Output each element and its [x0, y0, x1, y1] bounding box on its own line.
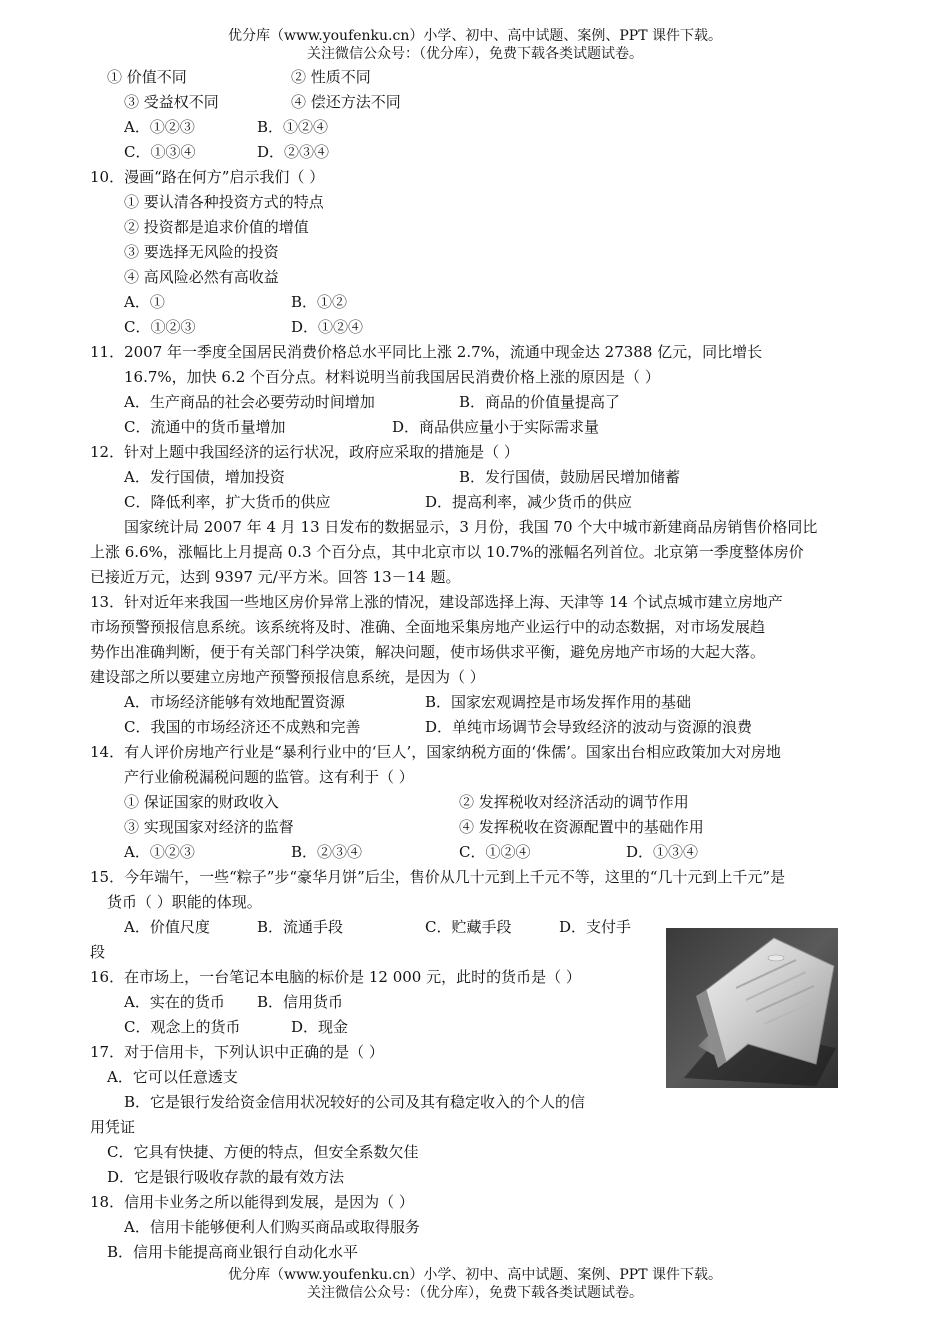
q11-stem-line-1: 11．2007 年一季度全国居民消费价格总水平同比上涨 2.7%，流通中现金达 27388 亿元，同比增长	[90, 343, 763, 361]
q10-option-2: ② 投资都是追求价值的增值	[124, 218, 309, 236]
q16-choice-b: B．信用货币	[257, 993, 344, 1011]
q14-choice-d: D．①③④	[626, 843, 699, 861]
q14-option-1: ① 保证国家的财政收入	[124, 793, 279, 811]
q17-choice-b-line-1: B．它是银行发给资金信用状况较好的公司及其有稳定收入的个人的信	[124, 1093, 586, 1111]
q11-choice-a: A．生产商品的社会必要劳动时间增加	[124, 393, 375, 411]
q12-choice-d: D．提高利率，减少货币的供应	[425, 493, 633, 511]
q15-choice-b: B．流通手段	[257, 918, 344, 936]
q14-option-3: ③ 实现国家对经济的监督	[124, 818, 294, 836]
q10-choice-b: B．①②	[291, 293, 348, 311]
q10-choice-a: A．①	[124, 293, 165, 311]
q16-choice-d: D．现金	[291, 1018, 349, 1036]
q18-choice-b: B．信用卡能提高商业银行自动化水平	[107, 1243, 359, 1261]
q15-stem-line-1: 15．今年端午，一些“粽子”步“豪华月饼”后尘，售价从几十元到上千元不等，这里的“几十元到上千元”是	[90, 868, 786, 886]
footer-line-1: 优分库（www.youfenku.cn）小学、初中、高中试题、案例、PPT 课件下载。	[227, 1267, 722, 1283]
q9-option-3: ③ 受益权不同	[124, 93, 219, 111]
q13-choice-b: B．国家宏观调控是市场发挥作用的基础	[425, 693, 692, 711]
q16-choice-c: C．观念上的货币	[124, 1018, 241, 1036]
q14-stem-line-2: 产行业偷税漏税问题的监管。这有利于（ ）	[124, 768, 414, 786]
q14-stem-line-1: 14．有人评价房地产行业是“暴利行业中的‘巨人’，国家纳税方面的‘侏儒’。国家出台相应政策加大对房地	[90, 743, 781, 761]
q14-choice-a: A．①②③	[124, 843, 195, 861]
q12-choice-a: A．发行国债，增加投资	[124, 468, 285, 486]
material-line-3: 已接近万元，达到 9397 元/平方米。回答 13－14 题。	[90, 568, 461, 586]
q9-option-4: ④ 偿还方法不同	[291, 93, 401, 111]
q10-stem: 10．漫画“路在何方”启示我们（ ）	[90, 168, 325, 186]
q10-option-1: ① 要认清各种投资方式的特点	[124, 193, 324, 211]
material-line-1: 国家统计局 2007 年 4 月 13 日发布的数据显示，3 月份，我国 70 个大中城市新建商品房销售价格同比	[124, 518, 818, 536]
q15-stem-line-2: 货币（ ）职能的体现。	[107, 893, 262, 911]
q12-stem: 12．针对上题中我国经济的运行状况，政府应采取的措施是（ ）	[90, 443, 519, 461]
q13-choice-a: A．市场经济能够有效地配置资源	[124, 693, 345, 711]
q17-choice-c: C．它具有快捷、方便的特点，但安全系数欠佳	[107, 1143, 419, 1161]
q17-choice-a: A．它可以任意透支	[107, 1068, 238, 1086]
q11-stem-line-2: 16.7%，加快 6.2 个百分点。材料说明当前我国居民消费价格上涨的原因是（ ）	[124, 368, 660, 386]
q11-choice-c: C．流通中的货币量增加	[124, 418, 286, 436]
q13-choice-c: C．我国的市场经济还不成熟和完善	[124, 718, 361, 736]
q17-stem: 17．对于信用卡，下列认识中正确的是（ ）	[90, 1043, 384, 1061]
q10-choice-d: D．①②④	[291, 318, 364, 336]
q18-choice-a: A．信用卡能够便利人们购买商品或取得服务	[124, 1218, 420, 1236]
q13-stem-line-1: 13．针对近年来我国一些地区房价异常上涨的情况，建设部选择上海、天津等 14 个试点城市建立房地产	[90, 593, 783, 611]
q9-choice-c: C．①③④	[124, 143, 196, 161]
q10-option-3: ③ 要选择无风险的投资	[124, 243, 279, 261]
q9-choice-d: D．②③④	[257, 143, 330, 161]
q14-choice-b: B．②③④	[291, 843, 363, 861]
q10-choice-c: C．①②③	[124, 318, 196, 336]
q12-choice-c: C．降低利率，扩大货币的供应	[124, 493, 331, 511]
q14-choice-c: C．①②④	[459, 843, 531, 861]
q18-stem: 18．信用卡业务之所以能得到发展，是因为（ ）	[90, 1193, 414, 1211]
q17-choice-d: D．它是银行吸收存款的最有效方法	[107, 1168, 345, 1186]
laptop-photo	[666, 928, 838, 1088]
q15-choice-d: D．支付手	[559, 918, 632, 936]
q11-choice-b: B．商品的价值量提高了	[459, 393, 621, 411]
footer-line-2: 关注微信公众号：（优分库），免费下载各类试题试卷。	[307, 1285, 643, 1301]
q13-choice-d: D．单纯市场调节会导致经济的波动与资源的浪费	[425, 718, 753, 736]
q17-choice-b-line-2: 用凭证	[90, 1118, 136, 1136]
q14-option-4: ④ 发挥税收在资源配置中的基础作用	[459, 818, 704, 836]
q9-option-1: ① 价值不同	[107, 68, 187, 86]
q15-choice-c: C．贮藏手段	[425, 918, 512, 936]
q9-choice-b: B．①②④	[257, 118, 329, 136]
q11-choice-d: D．商品供应量小于实际需求量	[392, 418, 600, 436]
q13-stem-line-3: 势作出准确判断，便于有关部门科学决策，解决问题，使市场供求平衡，避免房地产市场的大起大落。	[90, 643, 766, 661]
header-line-2: 关注微信公众号：（优分库），免费下载各类试题试卷。	[307, 46, 643, 62]
q9-choice-a: A．①②③	[124, 118, 195, 136]
material-line-2: 上涨 6.6%，涨幅比上月提高 0.3 个百分点，其中北京市以 10.7%的涨幅名列首位。北京第一季度整体房价	[90, 543, 804, 561]
q15-choice-a: A．价值尺度	[124, 918, 210, 936]
q9-option-2: ② 性质不同	[291, 68, 371, 86]
q14-option-2: ② 发挥税收对经济活动的调节作用	[459, 793, 689, 811]
q13-stem-line-2: 市场预警预报信息系统。该系统将及时、准确、全面地采集房地产业运行中的动态数据，对市场发展趋	[90, 618, 766, 636]
header-line-1: 优分库（www.youfenku.cn）小学、初中、高中试题、案例、PPT 课件下载。	[227, 28, 722, 44]
laptop-image	[666, 928, 838, 1088]
q15-choice-d-continued: 段	[90, 943, 106, 961]
q13-stem-line-4: 建设部之所以要建立房地产预警预报信息系统，是因为（ ）	[90, 668, 485, 686]
q16-stem: 16．在市场上，一台笔记本电脑的标价是 12 000 元，此时的货币是（ ）	[90, 968, 581, 986]
q10-option-4: ④ 高风险必然有高收益	[124, 268, 279, 286]
q16-choice-a: A．实在的货币	[124, 993, 225, 1011]
q12-choice-b: B．发行国债，鼓励居民增加储蓄	[459, 468, 681, 486]
